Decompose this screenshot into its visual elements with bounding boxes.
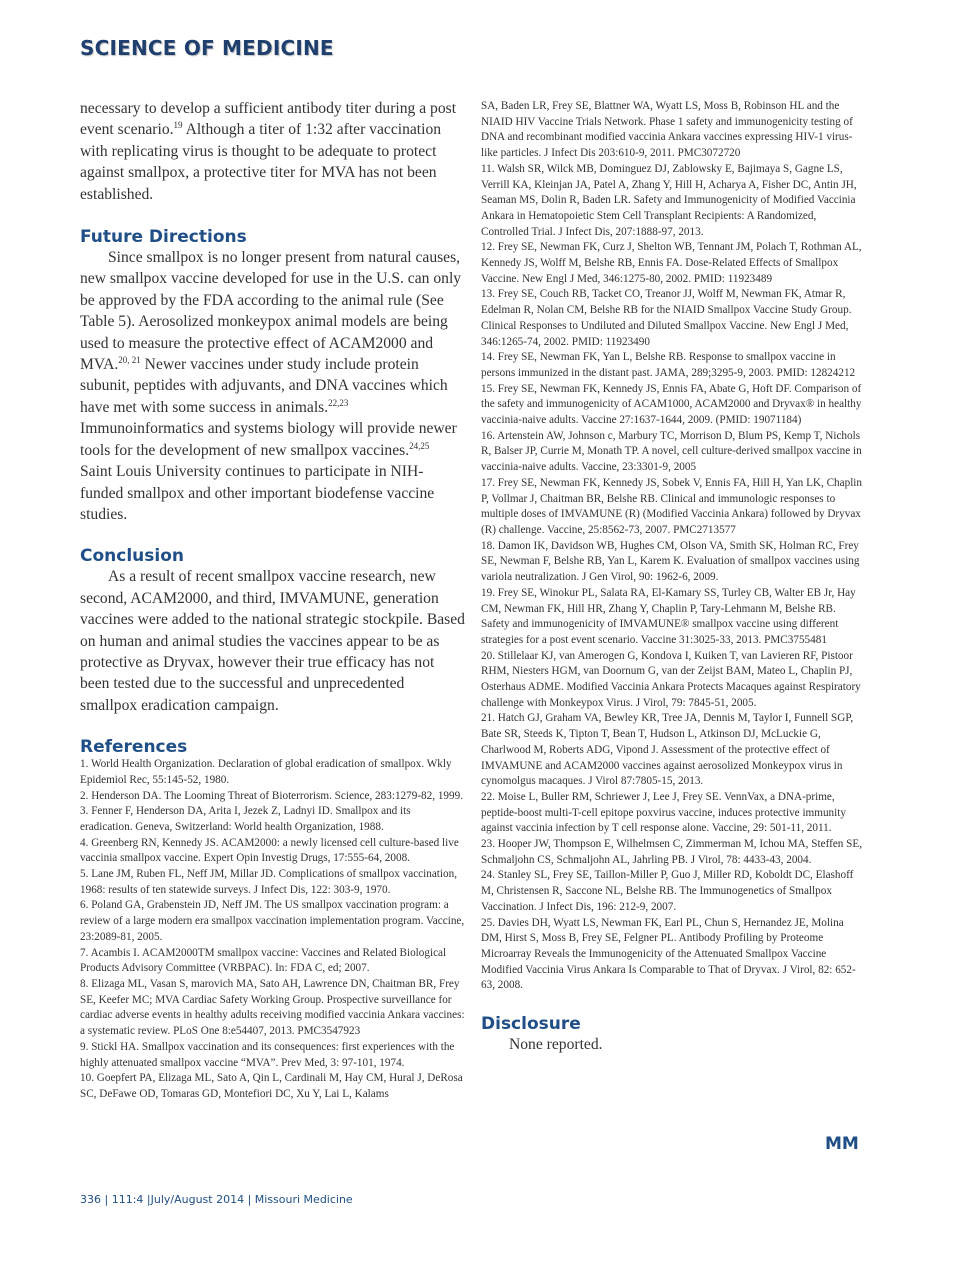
conclusion-heading: Conclusion [80, 546, 184, 567]
reference-item: 25. Davies DH, Wyatt LS, Newman FK, Earl PL, Chun S, Hernandez JE, Molina DM, Hirst S, Moss B, Frey SE, Felgner PL. Antibody Profiling by Proteome Microarray Reveals the Immunogenicity of the Attenuated Smallpox Vaccine Modified Vaccinia Virus Ankara Is Comparable to That of Dryvax. J Virol, 82: 652-63, 2008. [481, 916, 856, 992]
references-heading: References [80, 737, 188, 758]
reference-item: SA, Baden LR, Frey SE, Blattner WA, Wyatt LS, Moss B, Robinson HL and the NIAID HIV Vaccine Trials Network. Phase 1 safety and immunogenicity testing of DNA and recombinant modified vaccinia Ankara vaccines expressing HIV-1 virus-like particles. J Infect Dis 203:610-9, 2011. PMC3072720 [481, 100, 853, 160]
mm-logo: MM [825, 1134, 859, 1154]
future-directions-paragraph: Since smallpox is no longer present from natural causes, new smallpox vaccine developed for use in the U.S. can only be approved by the FDA according to the animal rule (See Table 5). Aerosolized monkeypox animal models are being used to measure the protective effect of ACAM2000 and MVA.$^{20, 21}$ Newer vaccines under study include protein subunit, peptides with adjuvants, and DNA vaccines which have met with some success in animals.$^{22,23}$ Immunoinformatics and systems biology will provide newer tools for the development of new smallpox vaccines.$^{24,25}$ Saint Louis University continues to participate in NIH-funded smallpox and other important biodefense vaccine studies. [80, 249, 462, 523]
disclosure-text: None reported. [509, 1036, 603, 1054]
reference-item: 15. Frey SE, Newman FK, Kennedy JS, Ennis FA, Abate G, Hoft DF. Comparison of the safety and immunogenicity of ACAM1000, ACAM2000 and Dryvax® in healthy vaccinia-naive adults. Vaccine 27:1637-1644, 2009. (PMID: 19071184) [481, 382, 862, 427]
intro-paragraph: necessary to develop a sufficient antibody titer during a post event scenario.$^{19}$ Although a titer of 1:32 after vaccination with replicating virus is thought to be adequate to protect against smallpox, a protective titer for MVA has not been established. [80, 100, 457, 203]
reference-item: 11. Walsh SR, Wilck MB, Dominguez DJ, Zablowsky E, Bajimaya S, Gagne LS, Verrill KA, Kleinjan JA, Patel A, Zhang Y, Hill H, Acharya A, Fisher DC, Antin JH, Seaman MS, Dolin R, Baden LR. Safety and Immunogenicity of Modified Vaccinia Ankara in Hematopoietic Stem Cell Transplant Recipients: A Randomized, Controlled Trial. J Infect Dis, 207:1888-97, 2013. [481, 162, 857, 238]
references-list-right [481, 99, 866, 994]
reference-item: 18. Damon IK, Davidson WB, Hughes CM, Olson VA, Smith SK, Holman RC, Frey SE, Newman F, Belshe RB, Yan L, Karem K. Evaluation of smallpox vaccines using variola neutralization. J Gen Virol, 90: 1962-6, 2009. [481, 539, 860, 584]
reference-item: 17. Frey SE, Newman FK, Kennedy JS, Sobek V, Ennis FA, Hill H, Yan LK, Chaplin P, Vollmar J, Chaitman BR, Belshe RB. Clinical and immunologic responses to multiple doses of IMVAMUNE (R) (Modified Vaccinia Ankara) followed by Dryvax (R) challenge. Vaccine, 25:8562-73, 2007. PMC2713577 [481, 476, 863, 536]
reference-item: 21. Hatch GJ, Graham VA, Bewley KR, Tree JA, Dennis M, Taylor I, Funnell SGP, Bate SR, Steeds K, Tipton T, Bean T, Hudson L, Atkinson DJ, McLuckie G, Charlwood M, Roberts ADG, Vipond J. Assessment of the protective effect of IMVAMUNE and ACAM2000 vaccines against aerosolized Monkeypox virus in cynomolgus macaques. J Virol 87:7805-15, 2013. [481, 712, 854, 788]
reference-item: 22. Moise L, Buller RM, Schriewer J, Lee J, Frey SE. VennVax, a DNA-prime, peptide-boost multi-T-cell epitope poxvirus vaccine, induces protective immunity against vaccinia infection by T cell response alone. Vaccine, 29: 501-11, 2011. [481, 790, 846, 835]
reference-item: 13. Frey SE, Couch RB, Tacket CO, Treanor JJ, Wolff M, Newman FK, Atmar R, Edelman R, Nolan CM, Belshe RB for the NIAID Smallpox Vaccine Study Group. Clinical Responses to Undiluted and Diluted Smallpox Vaccine. New Engl J Med, 346:1265-74, 2002. PMID: 11923490 [481, 288, 852, 348]
left-column [80, 98, 465, 1103]
right-column [481, 99, 866, 1055]
reference-item: 20. Stillelaar KJ, van Amerogen G, Kondova I, Kuiken T, van Lavieren RF, Pistoor RHM, Niesters HGM, van Doornum G, van der Zeijst BAM, Mateo L, Chaplin PJ, Osterhaus ADME. Modified Vaccinia Ankara Protects Macaques against Respiratory challenge with Monkeypox Virus. J Virol, 79: 7845-51, 2005. [481, 649, 861, 709]
reference-item: 4. Greenberg RN, Kennedy JS. ACAM2000: a newly licensed cell culture-based live vaccinia smallpox vaccine. Expert Opin Investig Drugs, 17:555-64, 2008. [80, 836, 459, 865]
reference-item: 24. Stanley SL, Frey SE, Taillon-Miller P, Guo J, Miller RD, Koboldt DC, Elashoff M, Christensen R, Saccone NL, Belshe RB. The Immunogenetics of Smallpox Vaccination. J Infect Dis, 196: 212-9, 2007. [481, 869, 854, 913]
page-footer: 336 | 111:4 |July/August 2014 | Missouri Medicine [80, 1193, 353, 1206]
conclusion-paragraph: As a result of recent smallpox vaccine research, new second, ACAM2000, and third, IMVAMUNE, generation vaccines were added to the national strategic stockpile. Based on human and animal studies the vaccines appear to be as protective as Dryvax, however their true efficacy has not been tested due to the successful and unprecedented smallpox eradication campaign. [80, 568, 465, 714]
reference-item: 16. Artenstein AW, Johnson c, Marbury TC, Morrison D, Blum PS, Kemp T, Nichols R, Balser JP, Currie M, Monath TP. A novel, cell culture-derived smallpox vaccine in vaccinia-naive adults. Vaccine, 23:3301-9, 2005 [481, 429, 862, 474]
reference-item: 10. Goepfert PA, Elizaga ML, Sato A, Qin L, Cardinali M, Hay CM, Hural J, DeRosa SC, DeFawe OD, Tomaras GD, Montefiori DC, Xu Y, Lai L, Kalams [80, 1072, 463, 1100]
reference-item: 19. Frey SE, Winokur PL, Salata RA, El-Kamary SS, Turley CB, Walter EB Jr, Hay CM, Newman FK, Hill HR, Zhang Y, Chaplin P, Tary-Lehmann M, Belshe RB. Safety and immunogenicity of IMVAMUNE® smallpox vaccine using different strategies for a post event scenario. Vaccine 31:3025-33, 2013. PMC3755481 [481, 586, 856, 646]
section-header: SCIENCE OF MEDICINE [80, 36, 334, 60]
future-directions-heading: Future Directions [80, 227, 247, 248]
reference-item: 9. Stickl HA. Smallpox vaccination and its consequences: first experiences with the highly attenuated smallpox vaccine “MVA”. Prev Med, 3: 97-101, 1974. [80, 1040, 455, 1069]
reference-item: 23. Hooper JW, Thompson E, Wilhelmsen C, Zimmerman M, Ichou MA, Steffen SE, Schmaljohn CS, Schmaljohn AL, Jahrling PB. J Virol, 78: 4433-43, 2004. [481, 838, 863, 866]
reference-item: 5. Lane JM, Ruben FL, Neff JM, Millar JD. Complications of smallpox vaccination, 1968: results of ten statewide surveys. J Infect Dis, 122: 303-9, 1970. [80, 868, 458, 896]
reference-item: 8. Elizaga ML, Vasan S, marovich MA, Sato AH, Lawrence DN, Chaitman BR, Frey SE, Keefer MC; MVA Cardiac Safety Working Group. Prospective surveillance for cardiac adverse events in healthy adults receiving modified vaccinia Ankara vaccines: a systematic review. PLoS One 8:e54407, 2013. PMC3547923 [80, 978, 465, 1038]
reference-item: 2. Henderson DA. The Looming Threat of Bioterrorism. Science, 283:1279-82, 1999. [80, 789, 463, 802]
reference-item: 12. Frey SE, Newman FK, Curz J, Shelton WB, Tennant JM, Polach T, Rothman AL, Kennedy JS, Wolff M, Belshe RB, Ennis FA. Dose-Related Effects of Smallpox Vaccine. New Engl J Med, 346:1275-80, 2002. PMID: 11923489 [481, 241, 862, 285]
disclosure-heading: Disclosure [481, 1014, 581, 1035]
reference-item: 7. Acambis I. ACAM2000TM smallpox vaccine: Vaccines and Related Biological Products Advisory Committee (VRBPAC). In: FDA C, ed; 2007. [80, 946, 447, 975]
reference-item: 14. Frey SE, Newman FK, Yan L, Belshe RB. Response to smallpox vaccine in persons immunized in the distant past. JAMA, 289;3295-9, 2003. PMID: 12824212 [481, 351, 856, 379]
references-list-left [80, 757, 465, 1102]
reference-item: 6. Poland GA, Grabenstein JD, Neff JM. The US smallpox vaccination program: a review of a large modern era smallpox vaccination implementation program. Vaccine, 23:2089-81, 2005. [80, 899, 465, 943]
reference-item: 1. World Health Organization. Declaration of global eradication of smallpox. Wkly Epidemiol Rec, 55:145-52, 1980. [80, 758, 452, 786]
reference-item: 3. Fenner F, Henderson DA, Arita I, Jezek Z, Ladnyi ID. Smallpox and its eradication. Geneva, Switzerland: World health Organization, 1988. [80, 805, 411, 833]
